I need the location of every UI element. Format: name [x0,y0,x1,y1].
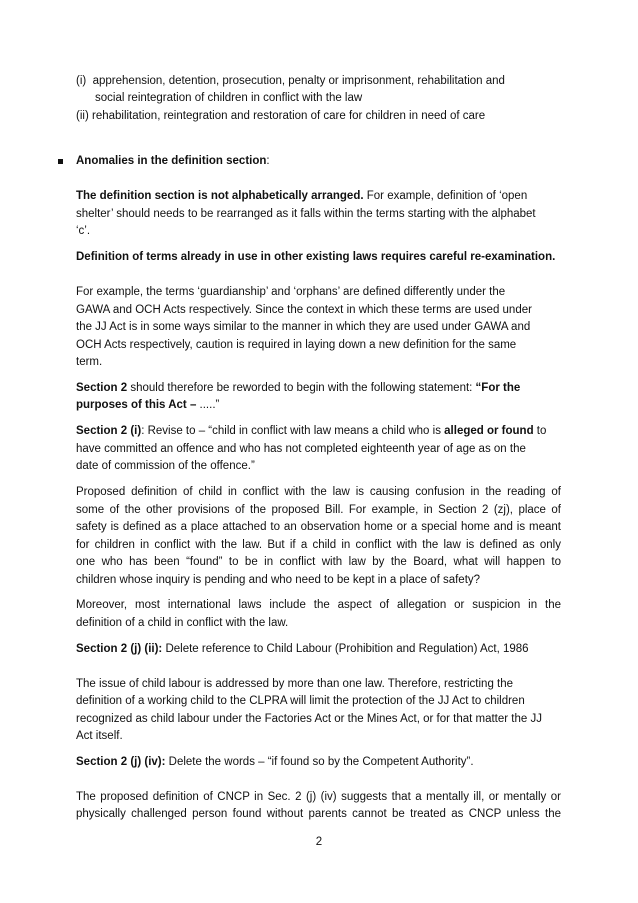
paragraph-line: Moreover, most international laws include the aspect of allegation or suspicion in the [76,599,561,611]
paragraph-line: Act itself. [76,730,123,742]
paragraph-heading: Definition of terms already in use in other existing laws requires careful re-examination. [76,251,556,263]
page-number: 2 [315,836,323,848]
list-marker: (i) [76,75,87,87]
paragraph-line: purposes of this Act – .....” [76,399,220,411]
paragraph-line: Section 2 should therefore be reworded to begin with the following statement: “For the [76,382,521,394]
paragraph-line: shelter’ should needs to be rearranged as it falls within the terms starting with the alphabet [76,208,536,220]
paragraph-line: GAWA and OCH Acts respectively. Since the context in which these terms are used under [76,304,532,316]
paragraph-line: some of the other provisions of the proposed Bill. For example, in Section 2 (zj), place of [76,504,561,516]
paragraph-line: children whose inquiry is pending and who need to be kept in a place of safety? [76,574,481,586]
paragraph-line: For example, the terms ‘guardianship’ and ‘orphans’ are defined differently under the [76,286,506,298]
list-item-2: (ii) rehabilitation, reintegration and restoration of care for children in need of care [76,110,486,122]
list-item-1-line-2: social reintegration of children in conflict with the law [95,92,363,104]
paragraph-line: have committed an offence and who has not completed eighteenth year of age as on the [76,443,526,455]
paragraph-line: term. [76,356,103,368]
paragraph-line: definition of a child in conflict with the law. [76,617,289,629]
paragraph-line: recognized as child labour under the Factories Act or the Mines Act, or for that matter the JJ [76,713,542,725]
paragraph-line: for children in conflict with the law. But if a child in conflict with the law is defined as only [76,539,561,551]
paragraph-line: definition of a working child to the CLPRA will limit the protection of the JJ Act to children [76,695,525,707]
paragraph-line: date of commission of the offence.” [76,460,255,472]
list-marker: (ii) [76,110,89,122]
paragraph-line: ‘c’. [76,225,91,237]
paragraph-line: OCH Acts respectively, caution is required in laying down a new definition for the same [76,339,517,351]
paragraph-line: The issue of child labour is addressed by more than one law. Therefore, restricting the [76,678,514,690]
paragraph-line: physically challenged person found without parents cannot be treated as CNCP unless the [76,808,561,820]
bullet-icon [58,159,63,164]
paragraph-line: the JJ Act is in some ways similar to the manner in which they are used under GAWA and [76,321,531,333]
section-heading: Anomalies in the definition section: [76,155,270,167]
list-item-1-line-1: (i) apprehension, detention, prosecution, penalty or imprisonment, rehabilitation and [76,75,505,87]
paragraph-line: one who has been “found” to be in conflict with law by the Board, what will happen to [76,556,561,568]
paragraph-line: Section 2 (j) (ii): Delete reference to Child Labour (Prohibition and Regulation) Act, 1986 [76,643,529,655]
paragraph-line: The proposed definition of CNCP in Sec. 2 (j) (iv) suggests that a mentally ill, or mentally or [76,791,561,803]
paragraph-line: Proposed definition of child in conflict with the law is causing confusion in the reading of [76,486,561,498]
paragraph-line: safety is defined as a place attached to an observation home or a special home and is meant [76,521,561,533]
paragraph-line: Section 2 (j) (iv): Delete the words – “if found so by the Competent Authority”. [76,756,474,768]
paragraph-line: The definition section is not alphabetically arranged. For example, definition of ‘open [76,190,528,202]
paragraph-line: Section 2 (i): Revise to – “child in conflict with law means a child who is alleged or found to [76,425,547,437]
